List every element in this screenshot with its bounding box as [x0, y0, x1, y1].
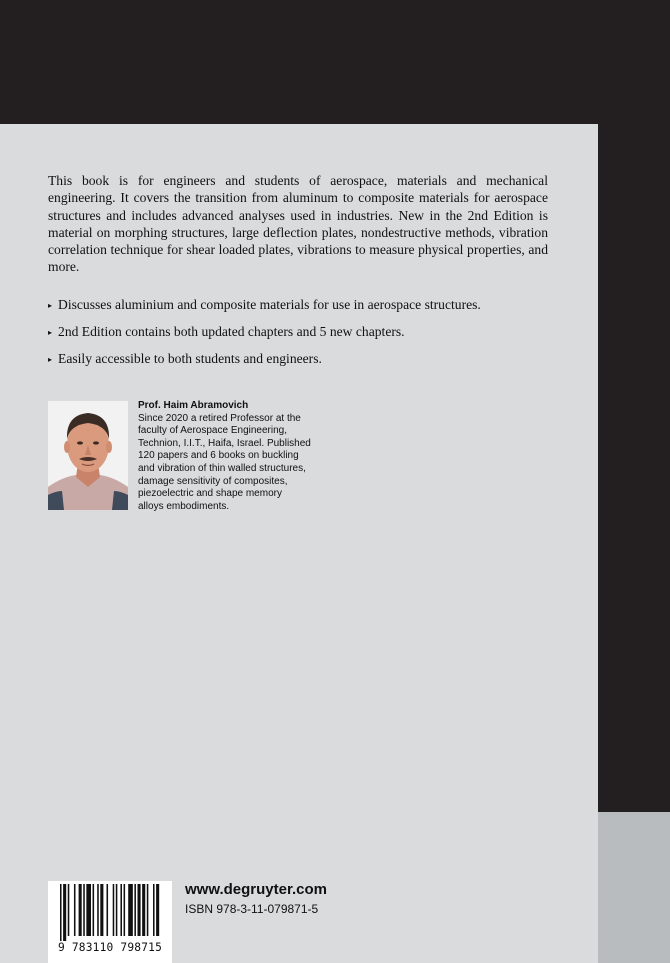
barcode-bar — [128, 884, 133, 936]
barcode-bar — [79, 884, 82, 936]
barcode-bar — [124, 884, 126, 936]
barcode-bar — [134, 884, 136, 936]
isbn-barcode — [48, 881, 172, 963]
barcode-bar — [142, 884, 145, 936]
barcode-bar — [147, 884, 149, 936]
feature-text: 2nd Edition contains both updated chapters and 5 new chapters. — [58, 324, 405, 339]
barcode-bar — [116, 884, 118, 936]
author-photo — [48, 401, 128, 510]
barcode-bar — [100, 884, 103, 936]
feature-item — [48, 350, 568, 369]
barcode-bar — [156, 884, 159, 936]
back-cover-panel — [0, 124, 598, 963]
feature-item — [48, 296, 568, 315]
feature-text: Discusses aluminium and composite materials for use in aerospace structures. — [58, 297, 481, 312]
author-portrait-image — [48, 401, 128, 510]
barcode-bar — [74, 884, 76, 936]
triangle-bullet-icon: ▸ — [48, 355, 53, 364]
barcode-bar — [60, 884, 62, 941]
feature-list — [48, 296, 568, 377]
barcode-bar — [68, 884, 70, 936]
barcode-bar — [86, 884, 91, 936]
barcode-bar — [83, 884, 85, 936]
publisher-info — [185, 881, 327, 919]
barcode-bar — [138, 884, 141, 936]
feature-text: Easily accessible to both students and engineers. — [58, 351, 322, 366]
barcode-bar — [63, 884, 66, 941]
triangle-bullet-icon: ▸ — [48, 328, 53, 337]
author-name: Prof. Haim Abramovich — [138, 400, 249, 411]
barcode-bar — [120, 884, 122, 936]
barcode-bars — [48, 881, 172, 943]
barcode-bar — [153, 884, 155, 936]
feature-item — [48, 323, 568, 342]
barcode-bar — [107, 884, 109, 936]
publisher-website-link[interactable]: www.degruyter.com — [185, 881, 327, 898]
author-info — [138, 400, 338, 513]
barcode-bar — [93, 884, 95, 936]
isbn-number: ISBN 978-3-11-079871-5 — [185, 902, 319, 916]
book-description: This book is for engineers and students of aerospace, materials and mechanical engineering. It covers the transition from aluminum to composite materials for aerospace structures and includes advanced analyses used in industries. New in the 2nd Edition is material on morphing structures, large deflection plates, nondestructive methods, vibration correlation technique for shear loaded plates, vibrations to measure physical properties, and more. — [48, 173, 548, 275]
author-bio: Since 2020 a retired Professor at the faculty of Aerospace Engineering, Technion, I.I.T., Haifa, Israel. Published 120 papers and 6 books on buckling and vibration of thin walled structures, damage sensitivity of composites, piezoelectric and shape memory alloys embodiments. — [138, 412, 311, 512]
barcode-bar — [97, 884, 99, 936]
triangle-bullet-icon: ▸ — [48, 301, 53, 310]
side-gray-strip — [598, 812, 670, 963]
barcode-bar — [113, 884, 115, 936]
barcode-digits: 9 783110 798715 — [57, 941, 163, 954]
